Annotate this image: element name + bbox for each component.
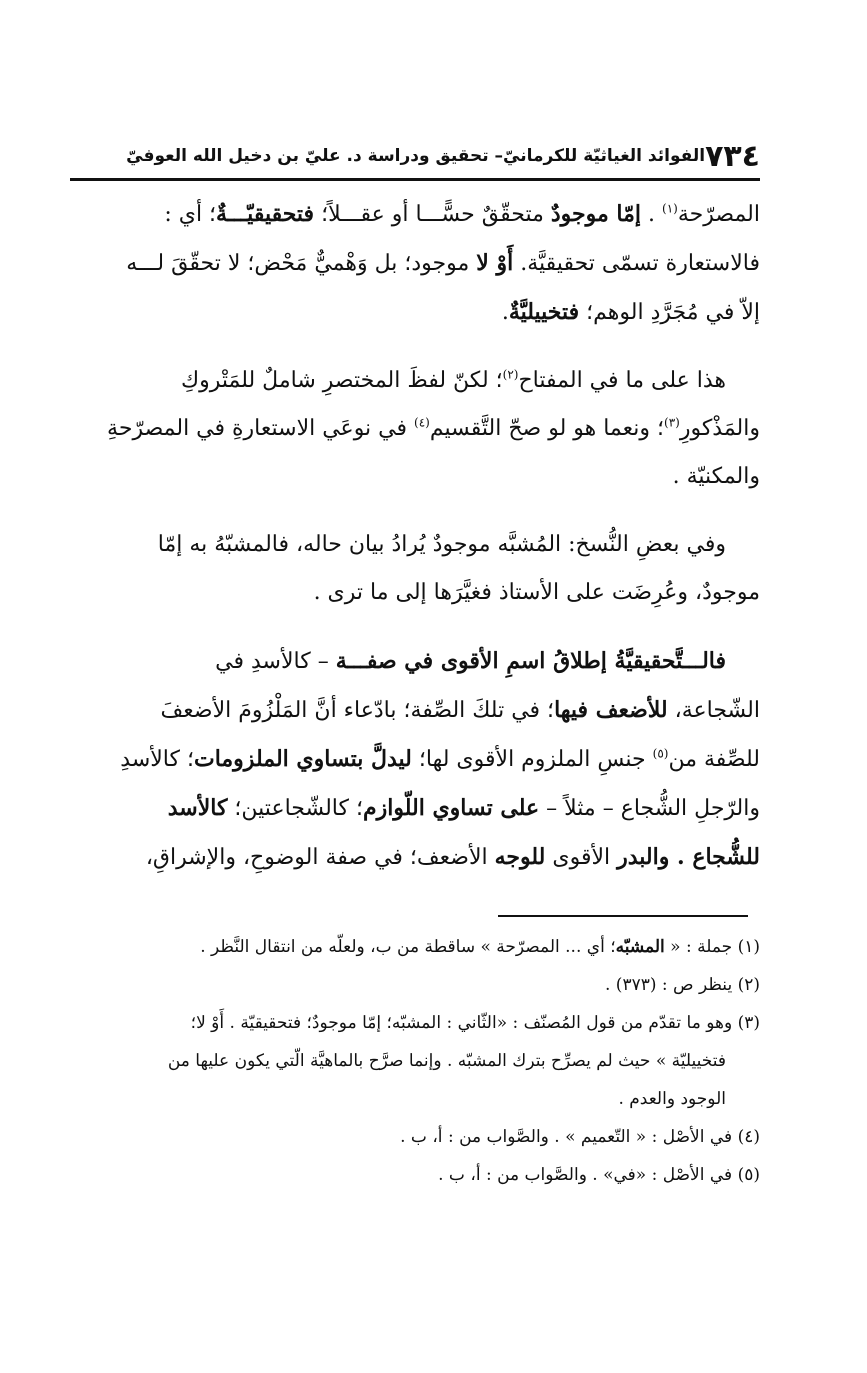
matn-bold-text: كالأسد xyxy=(167,795,228,821)
matn-bold-text: ليدلَّ بتساوي الملزومات xyxy=(193,746,412,772)
text-line: للصِّفة من$^{(٥)}$ جنسِ الملزوم الأقوى لها؛ ليدلَّ بتساوي الملزومات؛ كالأسدِ xyxy=(120,746,760,772)
matn-bold-text: للشُّجاع . والبدر xyxy=(617,844,760,870)
footnote-ref-2: (٢) xyxy=(502,367,519,382)
paragraph-2 xyxy=(70,357,760,501)
footnote-ref-1: (١) xyxy=(662,201,678,216)
text-line: المصرّحة$^{(١)}$ . إمّا موجودٌ متحقّقٌ حسًّـــا أو عقـــلاً؛ فتحقيقيّـــةٌ؛ أي : xyxy=(164,201,760,227)
main-text xyxy=(70,190,760,902)
text-line: والرّجلِ الشُّجاع – مثلاً – على تساوي اللّوازم؛ كالشّجاعتين؛ كالأسد xyxy=(167,795,760,821)
text-line: هذا على ما في المفتاح$^{(٢)}$؛ لكنّ لفظَ المختصرِ شاملٌ للمَتْروكِ xyxy=(180,367,726,393)
paragraph-3 xyxy=(70,521,760,617)
footnote-3-continuation: الوجود والعدم . xyxy=(618,1089,726,1109)
text-line: فالاستعارة تسمّى تحقيقيَّة. أَوْ لا موجود؛ بل وَهْميٌّ مَحْض؛ لا تحقّقَ لـــه xyxy=(126,250,760,276)
matn-bold-text: إمّا موجودٌ xyxy=(550,201,642,227)
running-header xyxy=(126,138,760,174)
text-line: موجودٌ، وعُرِضَت على الأستاذ فغيَّرَها إلى ما ترى . xyxy=(313,580,760,605)
matn-bold-text: فتحقيقيّـــةٌ xyxy=(216,201,315,227)
text-line: والمكنيّة . xyxy=(672,464,760,489)
matn-bold-text: للأضعف فيها xyxy=(554,697,668,723)
footnote-3-continuation: فتخييليّة » حيث لم يصرِّح بترك المشبّه . وإنما صرَّح بالماهيَّة الّتي يكون عليها من xyxy=(167,1051,726,1071)
footnote-2: (٢) ينظر ص : (٣٧٣) . xyxy=(605,975,760,995)
paragraph-1 xyxy=(70,190,760,337)
footnote-ref-3: (٣) xyxy=(664,415,680,430)
matn-bold-text: فتخييليَّةٌ xyxy=(508,299,580,325)
running-title: الفوائد الغياثيّة للكرمانيّ– تحقيق ودراسة د. عليّ بن دخيل الله العوفيّ xyxy=(126,146,706,166)
text-line: إلاّ في مُجَرَّدِ الوهم؛ فتخييليَّةٌ. xyxy=(501,299,760,325)
text-line: والمَذْكورِ$^{(٣)}$؛ ونعما هو لو صحّ التَّقسيم$^{(٤)}$ في نوعَي الاستعارةِ في المصرّحةِ xyxy=(107,415,760,441)
footnote-ref-4: (٤) xyxy=(414,415,430,430)
footnote-ref-5: (٥) xyxy=(652,746,669,761)
text-line: للشُّجاع . والبدر الأقوى للوجه الأضعف؛ في صفة الوضوحِ، والإشراقِ، xyxy=(145,844,760,870)
matn-bold-text: فالـــتَّحقيقيَّةُ إطلاقُ اسمِ الأقوى في صفـــة xyxy=(335,648,726,674)
paragraph-4 xyxy=(70,637,760,882)
footnote-1: (١) جملة : « المشبّه؛ أي ... المصرّحة » ساقطة من ب، ولعلّه من انتقال النَّظر . xyxy=(200,937,760,957)
text-line: وفي بعضِ النُّسخ: المُشبَّه موجودٌ يُرادُ بيان حاله، فالمشبّهُ به إمّا xyxy=(157,532,726,557)
matn-bold-text: للوجه xyxy=(494,844,546,870)
footnote-rule xyxy=(498,915,748,917)
footnote-4: (٤) في الأصْل : « التّعميم » . والصَّواب من : أ، ب . xyxy=(400,1127,760,1147)
footnote-5: (٥) في الأصْل : «في» . والصَّواب من : أ، ب . xyxy=(438,1165,760,1185)
matn-bold-text: أَوْ لا xyxy=(476,250,514,276)
header-rule xyxy=(70,178,760,181)
text-line: فالـــتَّحقيقيَّةُ إطلاقُ اسمِ الأقوى في صفـــة – كالأسدِ في xyxy=(215,648,726,674)
matn-bold-text: على تساوي اللّوازم xyxy=(362,795,540,821)
footnotes xyxy=(70,928,760,1194)
footnote-3: (٣) وهو ما تقدّم من قول المُصنّف : «الثّاني : المشبّه؛ إمّا موجودٌ؛ فتحقيقيّة . أَوْ لا؛ xyxy=(190,1013,760,1033)
text-line: الشّجاعة، للأضعف فيها؛ في تلكَ الصِّفة؛ بادّعاء أنَّ المَلْزُومَ الأضعفَ xyxy=(160,697,760,723)
page-number: ٧٣٤ xyxy=(705,138,760,174)
